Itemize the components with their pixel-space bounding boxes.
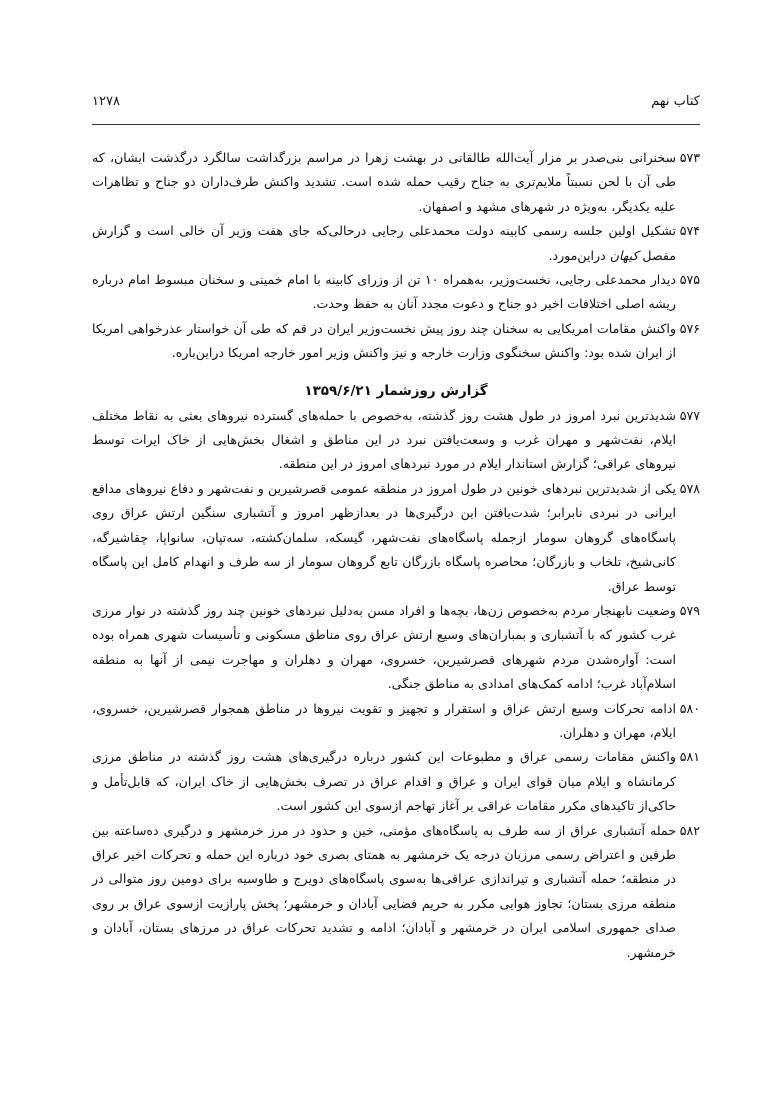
- item-text: ادامه تحرکات وسیع ارتش عراق و استقرار و تجهیز و تقویت نیروها در مناطق همجوار قصرشیرین، خسروی، ایلام، مهران و دهلران.: [92, 700, 676, 740]
- item-number: ۵۷۸: [679, 480, 700, 496]
- item-text: واکنش مقامات رسمی عراق و مطبوعات این کشور درباره درگیری‌های هشت روز گذشته در مناطق مرزی کرمانشاه و ایلام میان قوای ایران و عراق و اقدام عراق در تصرف بخش‌هایی از خاک ایران، که قابل‌تأمل و حاکی‌از تاکیدهای مکرر مقامات عراقی بر آغاز تهاجم ازسوی این کشور است.: [92, 749, 676, 814]
- list-item: [92, 146, 700, 219]
- item-number: ۵۷۴: [679, 223, 700, 239]
- item-text: تشکیل اولین جلسه رسمی کابینه دولت محمدعلی رجایی درحالی‌که جای هفت وزیر آن خالی است و گزارش مفصل: [92, 223, 676, 263]
- item-text: دراین‌مورد.: [548, 247, 610, 263]
- item-number: ۵۷۶: [679, 320, 700, 336]
- item-text: شدیدترین نبرد امروز در طول هشت روز گذشته، به‌خصوص با حمله‌های گسترده نیروهای بعثی به نقاط مختلف ایلام، نفت‌شهر و مهران غرب و وسعت‌یافتن نبرد در این مناطق و اشغال بخش‌هایی از خاک ایرات توسط نیروهای عراقی؛ گزارش استاندار ایلام در مورد نبردهای امروز در این منطقه.: [92, 407, 676, 472]
- list-item: [92, 697, 700, 746]
- item-text: وضعیت نابهنجار مردم به‌خصوص زن‌ها، بچه‌ها و افراد مسن به‌دلیل نبردهای خونین چند روز گذشته در نوار مرزی غرب کشور که با آتشباری و بمباران‌های وسیع ارتش عراق روی مناطق مسکونی و تأسیسات شهری همراه بوده است: آواره‌شدن مردم شهرهای قصرشیرین، خسروی، مهران و دهلران و مهاجرت نیمی از آنها به منطقه اسلام‌آباد غرب؛ ادامه کمک‌های امدادی به مناطق جنگی.: [92, 602, 676, 692]
- list-item: [92, 819, 700, 965]
- list-item: [92, 599, 700, 697]
- item-number: ۵۷۵: [679, 272, 700, 288]
- item-text: سخنرانی بنی‌صدر بر مزار آیت‌الله طالقانی در بهشت زهرا در مراسم بزرگداشت سالگرد درگذشت ایشان، که طی آن با لحن نسبتاً ملایم‌تری به جناح رقیب حمله شده است. تشدید واکنش طرف‌داران دو جناح و تظاهرات علیه یکدیگر، به‌ویژه در شهرهای مشهد و اصفهان.: [92, 150, 676, 214]
- list-item: [92, 219, 700, 268]
- list-item: [92, 477, 700, 599]
- item-text: دیدار محمدعلی رجایی، نخست‌وزیر، به‌همراه ۱۰ تن از وزرای کابینه با امام خمینی و سخنان مبسوط امام درباره ریشه اصلی اختلافات اخیر دو جناح و دعوت مجدد آنان به حفظ وحدت.: [92, 272, 676, 312]
- header-rule: [92, 124, 700, 125]
- item-number: ۵۸۲: [679, 822, 700, 838]
- list-item: [92, 268, 700, 317]
- item-number: ۵۸۰: [679, 700, 700, 716]
- item-number: ۵۷۳: [679, 150, 700, 165]
- list-item: [92, 404, 700, 477]
- item-text: حمله آتشباری عراق از سه طرف به پاسگاه‌های مؤمنی، خین و حدود در مرز خرمشهر و درگیری ده‌ساعته بین طرفین و اعتراض رسمی مرزبان درجه یک خرمشهر به همتای بصری خود درباره این حمله و تحرکات اخیر عراق در منطقه؛ حمله آتشباری و تیراندازی عراقی‌ها به‌سوی پاسگاه‌های دویرج و طاوسیه برای دومین روز متوالی در منطقه مرزی بستان؛ تجاوز هوایی مکرر به حریم فضایی آبادان و خرمشهر؛ پخش پارازیت ازسوی عراق بر روی صدای جمهوری اسلامی ایران در خرمشهر و آبادان؛ ادامه و تشدید تحرکات عراق در مرزهای بستان، آبادان و خرمشهر.: [92, 822, 676, 960]
- document-body: [92, 146, 700, 965]
- item-text: واکنش مقامات امریکایی به سخنان چند روز پیش نخست‌وزیر ایران در قم که طی آن خواستار عذرخواهی امریکا از ایران شده بود: واکنش سخنگوی وزارت خارجه و نیز واکنش وزیر امور خارجه امریکا دراین‌باره.: [92, 320, 676, 361]
- list-item: [92, 317, 700, 366]
- book-title: کتاب نهم: [651, 94, 700, 109]
- item-number: ۵۷۷: [679, 407, 700, 423]
- section-heading: گزارش روزشمار ۱۳۵۹/۶/۲۱: [304, 382, 488, 399]
- page-header: [92, 92, 700, 114]
- item-number: ۵۸۱: [679, 749, 700, 765]
- list-item: [92, 745, 700, 818]
- page-number: ۱۲۷۸: [92, 94, 120, 109]
- item-text: یکی از شدیدترین نبردهای خونین در طول امروز در منطقه عمومی قصرشیرین و نفت‌شهر و دفاع نیروهای مدافع ایرانی در نبردی نابرابر؛ شدت‌یافتن این درگیری‌ها در بعدازظهر امروز و آتشباری سنگین ارتش عراق روی پاسگاه‌های گروهان سومار ازجمله پاسگاه‌های نفت‌شهر، گیسکه، سلمان‌کشته، سه‌تپان، سانواپا، چقاشیرگه، کانی‌شیخ، تلخاب و بازرگان؛ محاصره پاسگاه بازرگان تابع گروهان سومار از سه طرف و انهدام کامل این پاسگاه توسط عراق.: [92, 480, 676, 594]
- newspaper-name: کیهان: [609, 247, 639, 263]
- item-number: ۵۷۹: [679, 602, 700, 618]
